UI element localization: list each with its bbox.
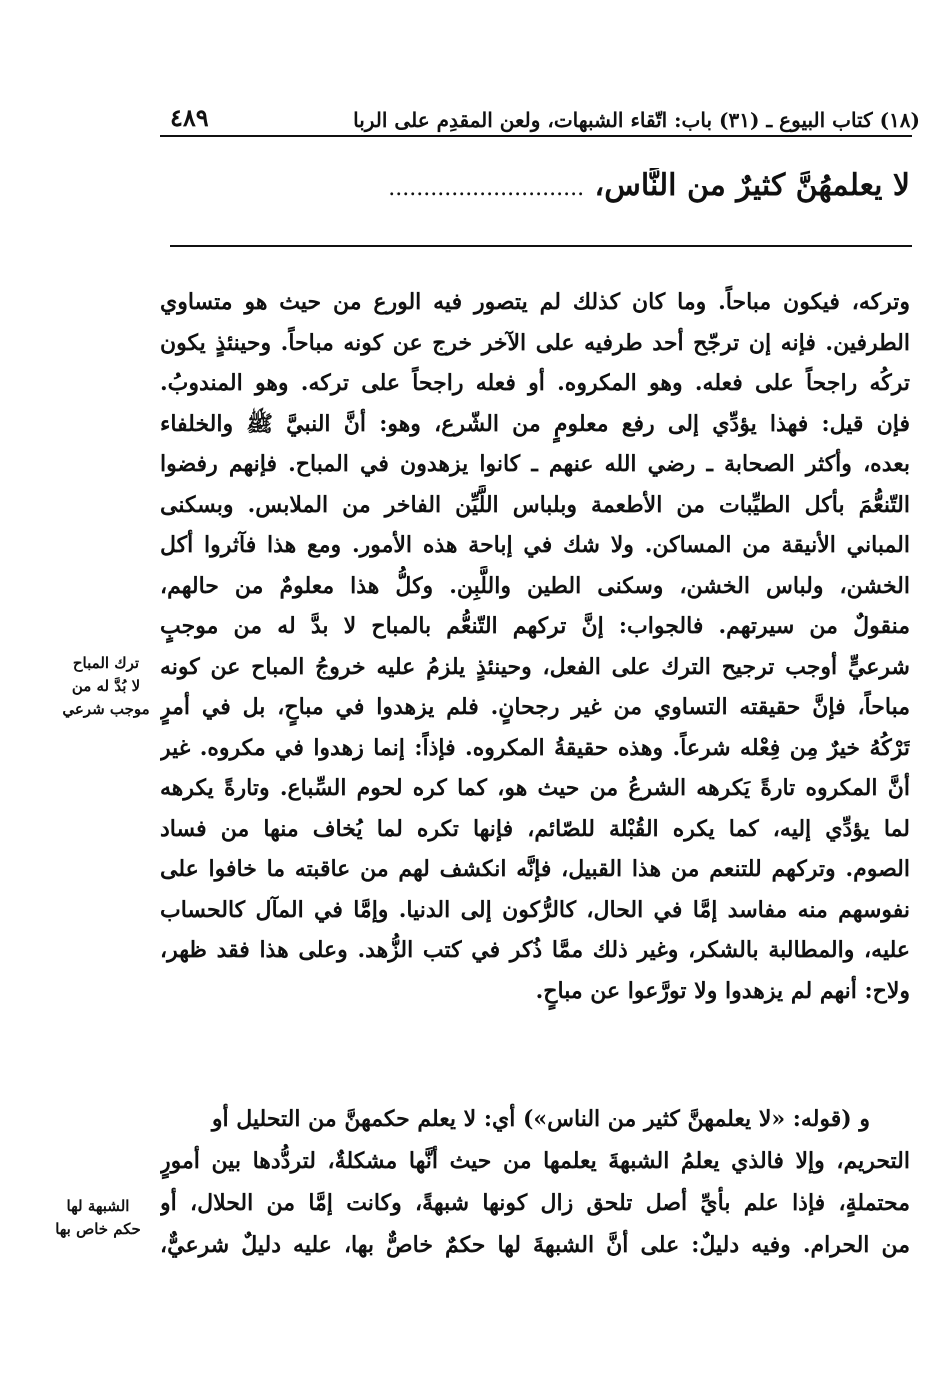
margin-note-line: الشبهة لها — [66, 1197, 130, 1215]
text-line: بعده، وأكثر الصحابة ـ رضي الله عنهم ـ كانوا يزهدون في المباح. فإنهم رفضوا — [160, 451, 910, 477]
text-line: فإن قيل: فهذا يؤدِّي إلى رفع معلومٍ من الشّرع، وهو: أنَّ النبيَّ ﷺ والخلفاء — [160, 410, 910, 437]
text-line: عليه، والمطالبة بالشكر، وغير ذلك ممَّا ذُكر في كتب الزُّهد. وعلى هذا فقد ظهر، — [160, 937, 910, 963]
text-line: محتملةٍ، فإذا علم بأيِّ أصل تلحق زال كونها شبهةً، وكانت إمَّا من الحلال، أو — [160, 1190, 910, 1216]
running-title: (١٨) كتاب البيوع ـ (٣١) باب: اتّقاء الشبهات، ولعن المقدِم على الربا — [353, 108, 920, 132]
hadith-text: لا يعلمهُنَّ كثيرٌ من النَّاس، — [594, 168, 910, 203]
hadith-ellipsis: ............................ — [388, 176, 585, 201]
hadith-rule — [170, 245, 912, 247]
margin-note-line: لا بُدَّ له من — [71, 677, 141, 695]
text-line: تركُه راجحاً على فعله. وهو المكروه. أو فعله راجحاً على تركه. وهو المندوبُ. — [160, 370, 910, 396]
text-line: نفوسهم منه مفاسد إمَّا في الحال، كالرُّكون إلى الدنيا. وإمَّا في المآل كالحساب — [160, 896, 910, 923]
text-line: الخشن، ولباس الخشن، وسكنى الطين واللَّبِن. وكلُّ هذا معلومٌ من حالهم، — [160, 572, 910, 599]
text-line: من الحرام. وفيه دليلٌ: على أنَّ الشبهةَ لها حكمٌ خاصٌّ بها، عليه دليلٌ شرعيٌّ، — [160, 1232, 910, 1258]
text-line: تَرْكُهُ خيرٌ مِن فِعْله شرعاً. وهذه حقيقةُ المكروه. فإذاً: إنما زهدوا في مكروه. غير — [160, 734, 910, 761]
commentary-paragraph-2 — [160, 1098, 910, 1266]
text-line: التحريم، وإلا فالذي يعلمُ الشبهةَ يعلمها من حيث أنَّها مشكلةٌ، لتردُّدها بين أمورٍ — [160, 1148, 910, 1174]
text-line: لما يؤدِّي إليه، كما يكره القُبْلة للصّائم، فإنها تكره لما يُخاف منها من فساد — [160, 815, 910, 842]
text-line: التّنعُّمَ بأكل الطيِّبات من الأطعمة وبلباس اللَّيِّن الفاخر من الملابس. وبسكنى — [160, 491, 910, 518]
text-line: و (قوله: «لا يعلمهنَّ كثير من الناس») أي: لا يعلم حكمهنَّ من التحليل أو — [211, 1106, 870, 1132]
text-line: الطرفين. فإنه إن ترجّح أحد طرفيه على الآخر خرج عن كونه مباحاً. وحينئذٍ يكون — [160, 329, 910, 356]
text-line: شرعيٍّ أوجب ترجيح الترك على الفعل، وحينئذٍ يلزمُ عليه خروجُ المباح عن كونه — [160, 653, 910, 680]
text-line: مباحاً، فإنَّ حقيقته التساوي من غير رجحانٍ. فلم يزهدوا في مباحٍ، بل في أمرٍ — [160, 694, 910, 720]
hadith-excerpt — [165, 168, 910, 203]
margin-note-line: حكم خاص بها — [55, 1220, 141, 1238]
text-line: وتركه، فيكون مباحاً. وما كان كذلك لم يتصور فيه الورع من حيث هو متساوي — [160, 289, 910, 315]
running-header — [160, 96, 920, 132]
margin-note-shubha — [36, 1195, 160, 1241]
text-line: أنَّ المكروه تارةً يَكرهه الشرعُ من حيث هو، كما كره لحوم السِّباع. وتارةً يكرهه — [160, 775, 910, 801]
text-line: المباني الأنيقة من المساكن. ولا شك في إباحة هذه الأمور. ومع هذا فآثروا أكل — [160, 532, 910, 558]
page-number: ٤٨٩ — [170, 103, 209, 132]
margin-note-line: موجب شرعي — [62, 700, 150, 718]
margin-note-line: ترك المباح — [72, 654, 140, 672]
text-line: ولاح: أنهم لم يزهدوا ولا تورَّعوا عن مباحٍ. — [535, 977, 910, 1004]
header-rule — [160, 135, 912, 137]
text-line: منقولٌ من سيرتهم. فالجواب: إنَّ تركهم التّنعُّم بالمباح لا بدَّ له من موجبٍ — [160, 613, 910, 639]
commentary-paragraph-1 — [160, 282, 910, 1011]
margin-note-mubah — [46, 652, 166, 721]
text-line: الصوم. وتركهم للتنعم من هذا القبيل، فإنَّه انكشف لهم من عاقبته ما خافوا على — [160, 856, 910, 882]
